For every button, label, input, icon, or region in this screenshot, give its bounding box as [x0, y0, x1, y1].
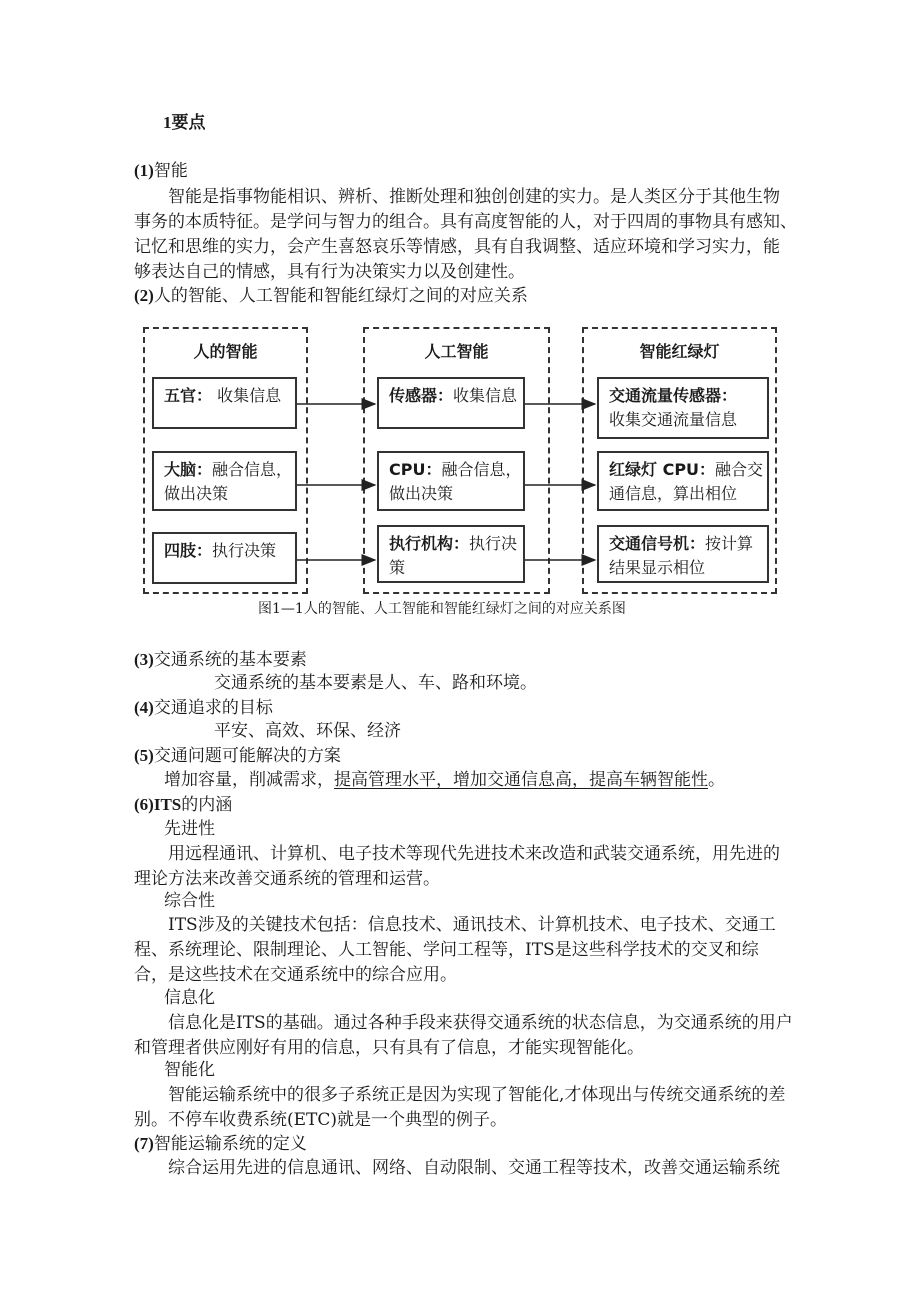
paragraph-line: 理论方法来改善交通系统的管理和运营。: [134, 869, 440, 889]
paragraph-5: 增加容量，削减需求，提高管理水平，增加交通信息高，提高车辆智能性。: [164, 770, 725, 790]
subheading-advanced: 先进性: [164, 819, 215, 839]
paragraph-line: 和管理者供应刚好有用的信息，只有具有了信息，才能实现智能化。: [134, 1038, 644, 1058]
box-limbs: 四肢：执行决策: [152, 532, 297, 584]
heading-2: (2)人的智能、人工智能和智能红绿灯之间的对应关系: [134, 286, 528, 306]
paragraph-3: 交通系统的基本要素是人、车、路和环境。: [214, 673, 537, 693]
paragraph-line: 记忆和思维的实力，会产生喜怒哀乐等情感，具有自我调整、适应环境和学习实力，能: [134, 237, 780, 257]
heading-5: (5)交通问题可能解决的方案: [134, 746, 341, 766]
box-brain: 大脑：融合信息， 做出决策: [152, 451, 297, 511]
paragraph-advanced: [134, 842, 780, 892]
section-title: 1要点: [163, 113, 206, 132]
paragraph-informatization: [134, 1011, 793, 1061]
paragraph-line: 智能是指事物能相识、辨析、推断处理和独创创建的实力。是人类区分于其他生物: [168, 187, 780, 207]
subheading-informatization: 信息化: [164, 988, 215, 1008]
paragraph-4: 平安、高效、环保、经济: [214, 721, 401, 741]
heading-3: (3)交通系统的基本要素: [134, 650, 307, 670]
paragraph-7: [134, 1156, 780, 1181]
paragraph-intelligence: [134, 1083, 785, 1133]
paragraph-line: 够表达自己的情感，具有行为决策实力以及创建性。: [134, 262, 525, 282]
paragraph-line: 综合运用先进的信息通讯、网络、自动限制、交通工程等技术，改善交通运输系统: [168, 1158, 780, 1178]
box-traffic-light-cpu: 红绿灯 CPU：融合交 通信息，算出相位: [597, 451, 769, 511]
heading-4: (4)交通追求的目标: [134, 698, 273, 718]
paragraph-line: 合，是这些技术在交通系统中的综合应用。: [134, 965, 457, 985]
paragraph-line: 信息化是ITS的基础。通过各种手段来获得交通系统的状态信息，为交通系统的用户: [168, 1013, 793, 1033]
box-signal-controller: 交通信号机：按计算 结果显示相位: [597, 525, 769, 583]
paragraph-line: 用远程通讯、计算机、电子技术等现代先进技术来改造和武装交通系统，用先进的: [168, 844, 780, 864]
group-title: 智能红绿灯: [639, 342, 720, 361]
group-title: 人工智能: [424, 342, 489, 361]
paragraph-line: 智能运输系统中的很多子系统正是因为实现了智能化,才体现出与传统交通系统的差: [168, 1085, 786, 1105]
paragraph-line: 程、系统理论、限制理论、人工智能、学问工程等，ITS是这些科学技术的交叉和综: [134, 940, 759, 960]
paragraph-line: 别。不停车收费系统(ETC)就是一个典型的例子。: [134, 1110, 508, 1130]
paragraph-line: ITS涉及的关键技术包括：信息技术、通讯技术、计算机技术、电子技术、交通工: [168, 915, 776, 935]
figure-caption: 图1—1人的智能、人工智能和智能红绿灯之间的对应关系图: [258, 601, 626, 617]
heading-1: (1)智能: [134, 161, 188, 181]
paragraph-comprehensive: [134, 913, 776, 988]
box-sensor: 传感器：收集信息: [377, 377, 525, 429]
box-senses: 五官： 收集信息: [152, 377, 297, 429]
paragraph-line: 事务的本质特征。是学问与智力的组合。具有高度智能的人，对于四周的事物具有感知、: [134, 212, 797, 232]
box-traffic-flow-sensor: 交通流量传感器： 收集交通流量信息: [597, 377, 769, 439]
box-cpu: CPU：融合信息， 做出决策: [377, 451, 525, 511]
group-title: 人的智能: [193, 342, 258, 361]
heading-7: (7)智能运输系统的定义: [134, 1134, 307, 1154]
heading-6: (6)ITS的内涵: [134, 795, 233, 815]
box-actuator: 执行机构：执行决 策: [377, 525, 525, 583]
subheading-intelligence: 智能化: [164, 1060, 215, 1080]
subheading-comprehensive: 综合性: [164, 891, 215, 911]
